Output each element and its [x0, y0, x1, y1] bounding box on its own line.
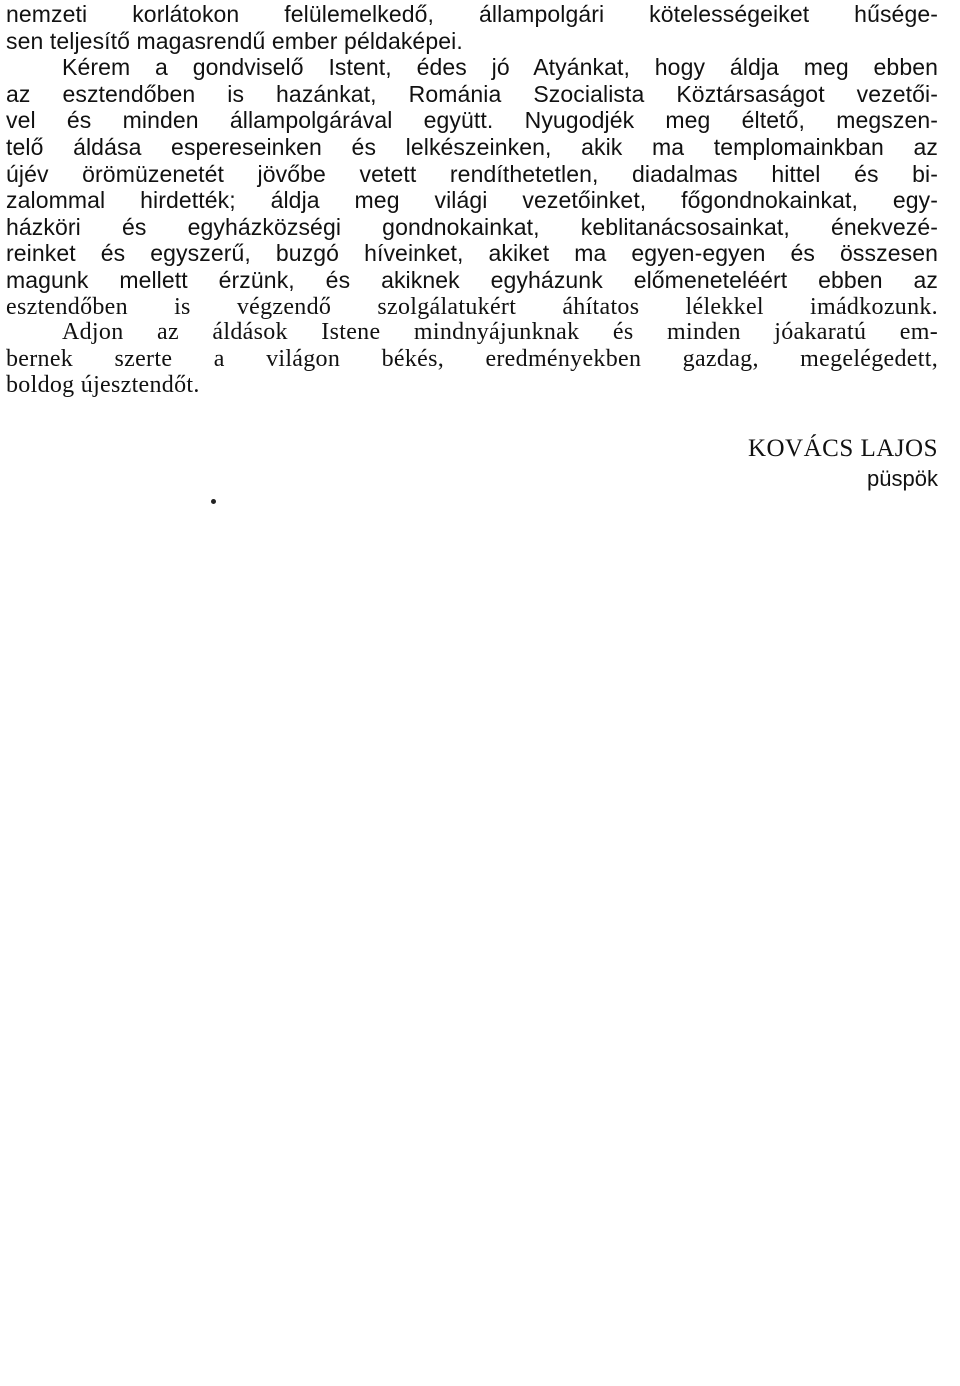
text-line: vel és minden állampolgárával együtt. Nyugodjék meg éltető, megszen-: [6, 107, 938, 134]
ink-speck: [211, 499, 216, 504]
text-line: magunk mellett érzünk, és akiknek egyházunk előmeneteléért ebben az: [6, 266, 938, 293]
text-line: az esztendőben is hazánkat, Románia Szocialista Köztársaságot vezetői-: [6, 80, 938, 107]
text-line: esztendőben is végzendő szolgálatukért áhítatos lélekkel imádkozunk.: [6, 293, 938, 320]
text-line: zalommal hirdették; áldja meg világi vezetőinket, főgondnokainkat, egy-: [6, 187, 938, 214]
signer-name: KOVÁCS LAJOS: [747, 435, 938, 462]
text-line: házköri és egyházközségi gondnokainkat, keblitanácsosainkat, énekvezé-: [6, 213, 938, 240]
text-line: Adjon az áldások Istene mindnyájunknak és minden jóakaratú em-: [62, 319, 938, 345]
closing-paragraph: [6, 319, 938, 399]
text-line: sen teljesítő magasrendű ember példaképei.: [6, 27, 463, 54]
letter-body: [6, 1, 938, 320]
text-line: nemzeti korlátokon felülemelkedő, állampolgári kötelességeiket hűsége-: [6, 1, 938, 27]
text-line: bernek szerte a világon békés, eredményekben gazdag, megelégedett,: [6, 345, 938, 372]
signer-title: püspök: [867, 466, 938, 491]
text-line: telő áldása espereseinken és lelkészeinken, akik ma templomainkban az: [6, 133, 938, 160]
text-line: újév örömüzenetét jövőbe vetett rendíthetetlen, diadalmas hittel és bi-: [6, 160, 938, 187]
signature-block: [748, 434, 938, 494]
text-line: boldog újesztendőt.: [6, 372, 200, 399]
text-line: Kérem a gondviselő Istent, édes jó Atyánkat, hogy áldja meg ebben: [62, 54, 938, 81]
text-line: reinket és egyszerű, buzgó híveinket, akiket ma egyen-egyen és összesen: [6, 240, 938, 267]
